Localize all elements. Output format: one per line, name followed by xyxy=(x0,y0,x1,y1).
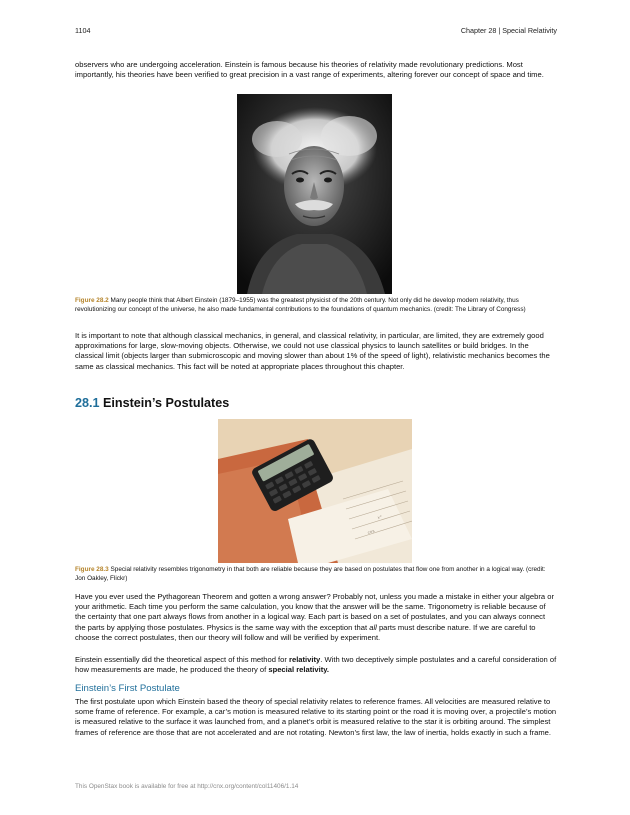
paragraph-4-part-2: . With two deceptively simple postulates and a careful consideration of how measurements are made, he produced the theory of xyxy=(75,655,557,675)
intro-paragraph: observers who are undergoing acceleration. Einstein is famous because his theories of relativity made revolutionary predictions. Most importantly, his theories have been verified to great precision in a vast range of experiments, altering forever our concept of space and time. xyxy=(75,60,544,80)
figure-28-3-caption-text: Special relativity resembles trigonometry in that both are reliable because they are based on postulates that flow one from another in a logical way. (credit: Jon Oakley, Flickr) xyxy=(75,566,546,582)
paragraph-pythagorean xyxy=(75,592,557,643)
term-relativity: relativity xyxy=(289,655,321,664)
paragraph-first-postulate: The first postulate upon which Einstein based the theory of special relativity relates to reference frames. All velocities are measured relative to some frame of reference. For example, a car’s motion is measured relative to its starting point or the road it is moving over, a projectile’s motion is measured relative to the surface it was launched from, and a planet’s orbit is measured relative to the star it is orbiting around. The simplest frames of reference are those that are not accelerated and are not rotating. Newton’s first law, the law of inertia, holds exactly in such a frame. xyxy=(75,697,557,737)
figure-28-2-caption-text: Many people think that Albert Einstein (1879–1955) was the greatest physicist of the 20th century. Not only did he develop modern relativity, thus revolutionizing our concept of the universe, he also made fundamental contributions to the foundations of quantum mechanics. (credit: The Library of Congress) xyxy=(75,297,526,313)
term-special-relativity: special relativity. xyxy=(268,665,329,675)
figure-28-3-label: Figure 28.3 xyxy=(75,566,109,573)
subsection-heading: Einstein’s First Postulate xyxy=(75,683,180,694)
svg-text:x²: x² xyxy=(377,515,384,521)
calculator-papers-image xyxy=(218,419,412,563)
footer-note: This OpenStax book is available for free at http://cnx.org/content/col11406/1.14 xyxy=(75,783,299,790)
paragraph-3-emphasis: all xyxy=(369,622,377,632)
chapter-header: Chapter 28 | Special Relativity xyxy=(460,26,557,35)
section-number: 28.1 xyxy=(75,396,100,410)
figure-28-2-label: Figure 28.2 xyxy=(75,297,109,304)
einstein-portrait-image xyxy=(237,94,392,294)
section-title: Einstein’s Postulates xyxy=(103,396,230,410)
paragraph-3-part-2: parts must describe nature. If we are careful to choose the correct postulates, then our theory will follow and will be verified by experiment. xyxy=(75,622,536,642)
svg-text:cos: cos xyxy=(367,529,376,536)
paragraph-einstein-method xyxy=(75,655,557,675)
figure-28-2-caption xyxy=(75,297,557,314)
paragraph-3-part-1: Have you ever used the Pythagorean Theorem and gotten a wrong answer? Probably not, unless you made a mistake in either your algebra or your arithmetic. Each time you perform the same calculation, you know that the answer will be the same. Trigonometry is reliable because of the certainty that one part always flows from another in a logical way. Each part is based on a set of postulates, and you can always connect the parts by applying those postulates. Physics is the same way with the exception that xyxy=(75,592,554,632)
figure-28-3-caption xyxy=(75,566,557,583)
paragraph-4-part-1: Einstein essentially did the theoretical aspect of this method for xyxy=(75,655,290,664)
paragraph-classical-limit: It is important to note that although classical mechanics, in general, and classical relativity, in particular, are limited, they are extremely good approximations for large, slow-moving objects. Otherwise, we could not use classical physics to launch satellites or build bridges. In the classical limit (objects larger than submicroscopic and moving slower than about 1% of the speed of light), relativistic mechanics becomes the same as classical mechanics. This fact will be noted at appropriate places throughout this chapter. xyxy=(75,331,550,371)
section-heading xyxy=(75,396,229,410)
page-number: 1104 xyxy=(75,26,91,35)
